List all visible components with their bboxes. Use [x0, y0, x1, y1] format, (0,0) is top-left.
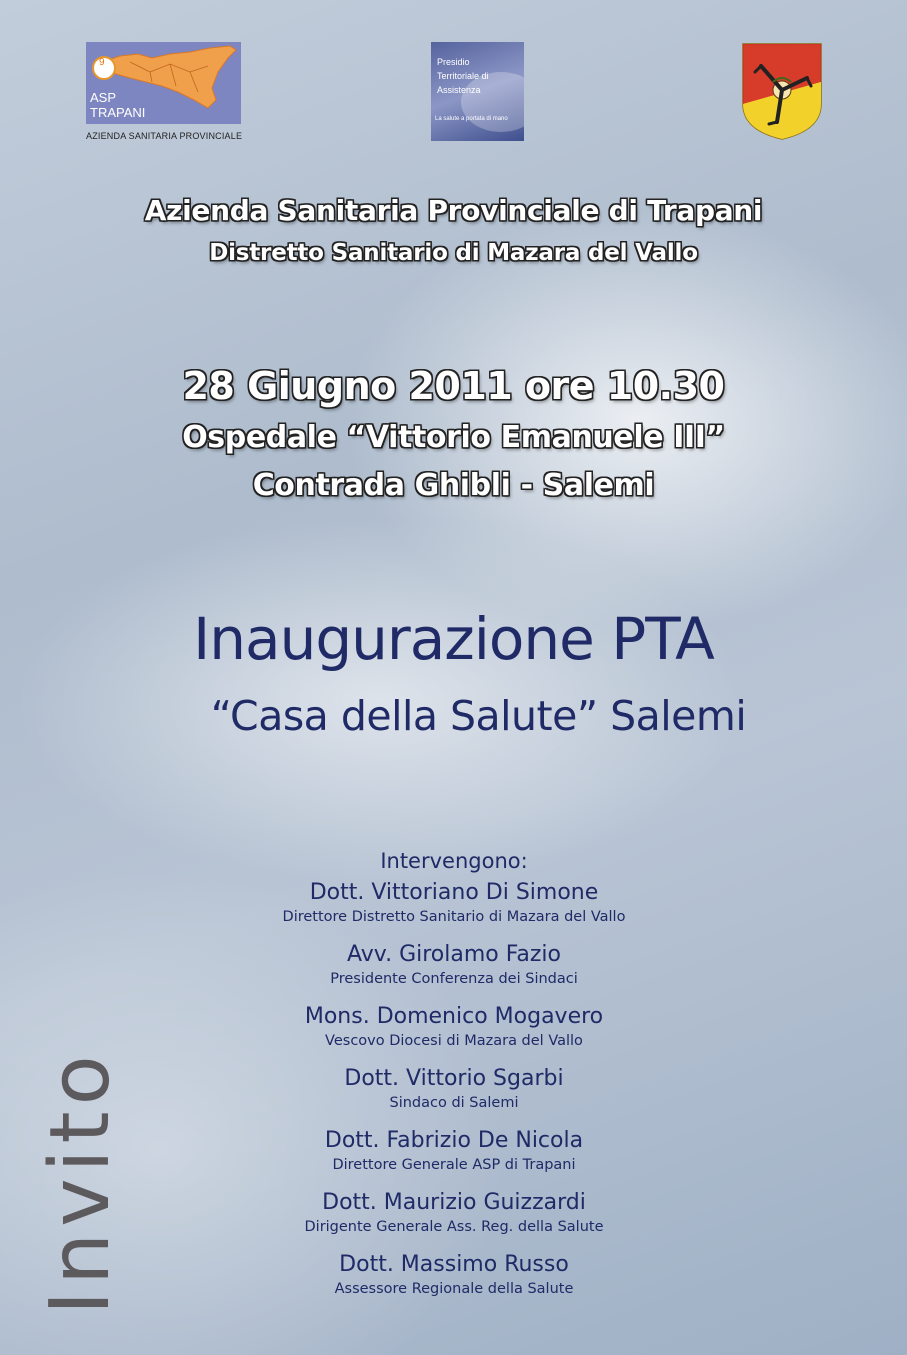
- speaker-role: Presidente Conferenza dei Sindaci: [330, 971, 578, 987]
- speaker-role: Direttore Distretto Sanitario di Mazara del Vallo: [282, 909, 626, 925]
- speaker-name: Dott. Vittoriano Di Simone: [309, 880, 599, 905]
- trinacria-coat-of-arms-icon: [741, 42, 823, 141]
- asp-trapani-logo: [86, 42, 246, 146]
- speaker-item: [184, 1064, 724, 1126]
- speaker-item: [184, 878, 724, 940]
- speaker-role: Vescovo Diocesi di Mazara del Vallo: [325, 1033, 583, 1049]
- speaker-item: [184, 1188, 724, 1250]
- speakers-list: [184, 844, 724, 1312]
- pta-logo-line1: Presidio: [437, 57, 470, 67]
- event-address: Contrada Ghibli - Salemi: [252, 468, 655, 503]
- pta-logo-slogan: La salute a portata di mano: [435, 116, 508, 122]
- speaker-role: Dirigente Generale Ass. Reg. della Salute: [304, 1219, 604, 1235]
- pta-logo-line3: Assistenza: [437, 85, 481, 95]
- event-datetime: 28 Giugno 2011 ore 10.30: [182, 364, 725, 408]
- speaker-name: Mons. Domenico Mogavero: [304, 1004, 604, 1029]
- speaker-item: [184, 1250, 724, 1312]
- speaker-role: Sindaco di Salemi: [389, 1095, 519, 1111]
- speaker-name: Avv. Girolamo Fazio: [347, 942, 561, 967]
- sub-title: “Casa della Salute” Salemi: [210, 692, 747, 740]
- speaker-item: [184, 1126, 724, 1188]
- speaker-role: Assessore Regionale della Salute: [334, 1281, 574, 1297]
- asp-logo-line2: TRAPANI: [90, 105, 146, 120]
- main-title: Inaugurazione PTA: [193, 605, 714, 673]
- speaker-role: Direttore Generale ASP di Trapani: [332, 1157, 576, 1173]
- speaker-item: [184, 1002, 724, 1064]
- speaker-name: Dott. Fabrizio De Nicola: [324, 1128, 584, 1153]
- asp-logo-line1: ASP: [90, 90, 117, 105]
- pta-logo-line2: Territoriale di: [437, 71, 489, 81]
- district-title: Distretto Sanitario di Mazara del Vallo: [209, 240, 698, 266]
- asp-badge-number: 9: [99, 57, 105, 68]
- asp-logo-caption: AZIENDA SANITARIA PROVINCIALE: [86, 131, 243, 141]
- pta-logo: [431, 42, 524, 141]
- speaker-name: Dott. Massimo Russo: [339, 1252, 569, 1277]
- hand-icon: [461, 72, 524, 132]
- speaker-item: [184, 940, 724, 1002]
- invito-side-label: Invito: [33, 1049, 128, 1315]
- speakers-heading: Intervengono:: [380, 849, 528, 873]
- organization-title: Azienda Sanitaria Provinciale di Trapani: [144, 194, 763, 227]
- speaker-name: Dott. Maurizio Guizzardi: [322, 1190, 586, 1215]
- event-hospital: Ospedale “Vittorio Emanuele III”: [182, 420, 725, 455]
- speaker-name: Dott. Vittorio Sgarbi: [344, 1066, 564, 1091]
